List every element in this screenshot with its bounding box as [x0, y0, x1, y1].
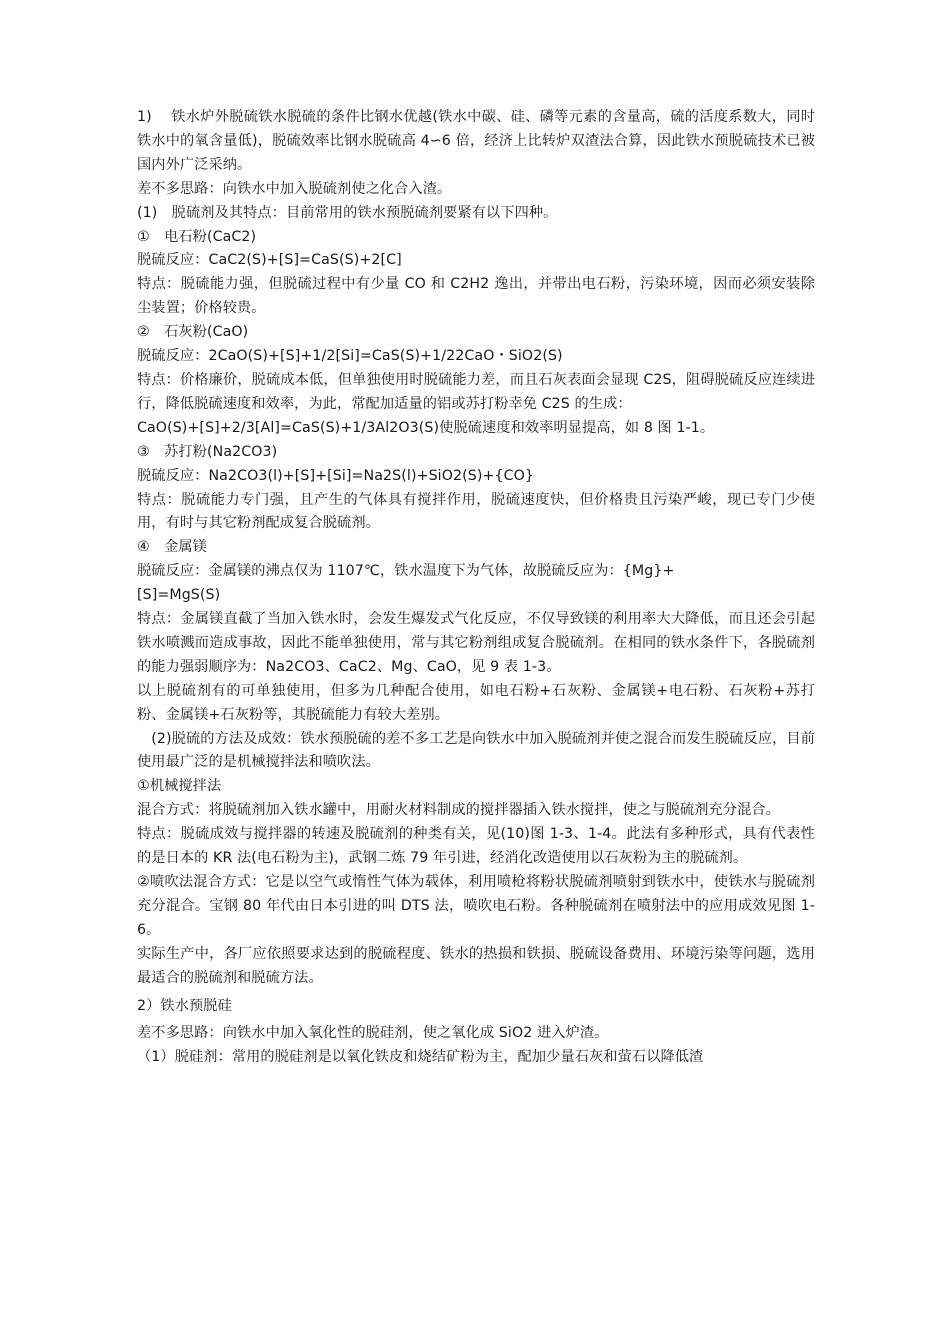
paragraph-magnesium-heading: ④ 金属镁: [137, 539, 207, 556]
paragraph-desiliconization-heading: 2）铁水预脱硅: [137, 997, 232, 1014]
paragraph-calcium-carbide-reaction: 脱硫反应：CaC2(S)+[S]=CaS(S)+2[C]: [137, 252, 402, 269]
paragraph-intro: 1) 铁水炉外脱硫铁水脱硫的条件比钢水优越(铁水中碳、硅、磷等元素的含量高，硫的活度系数大，同时铁水中的氧含量低)，脱硫效率比钢水脱硫高 4∽6 倍，经济上比转炉双渣法合算，因此铁水预脱硫技术已被国内外广泛采纳。: [137, 109, 815, 173]
paragraph-lime-features: 特点：价格廉价，脱硫成本低，但单独使用时脱硫能力差，而且石灰表面会显现 C2S，阻碍脱硫反应连续进行，降低脱硫速度和效率，为此，常配加适量的铝或苏打粉幸免 C2S 的生成：: [137, 371, 815, 412]
paragraph-desiliconizer: （1）脱硅剂：常用的脱硅剂是以氧化铁皮和烧结矿粉为主，配加少量石灰和萤石以降低渣: [137, 1049, 704, 1066]
paragraph-soda-heading: ③ 苏打粉(Na2CO3): [137, 443, 278, 460]
document-body: [137, 106, 815, 1070]
paragraph-magnesium-reaction-cont: [S]=MgS(S): [137, 587, 221, 604]
paragraph-injection-method: ②喷吹法混合方式：它是以空气或惰性气体为载体，利用喷枪将粉状脱硫剂喷射到铁水中，使铁水与脱硫剂充分混合。宝钢 80 年代由日本引进的叫 DTS 法，喷吹电石粉。各种脱硫剂在喷射法中的应用成效见图 1-6。: [137, 874, 815, 938]
paragraph-magnesium-features: 特点：金属镁直截了当加入铁水时，会发生爆发式气化反应，不仅导致镁的利用率大大降低，而且还会引起铁水喷溅而造成事故，因此不能单独使用，常与其它粉剂组成复合脱硫剂。在相同的铁水条件下，各脱硫剂的能力强弱顺序为：Na2CO3、CaC2、Mg、CaO，见 9 表 1-3。: [137, 611, 815, 675]
paragraph-lime-heading: ② 石灰粉(CaO): [137, 324, 249, 341]
paragraph-practical-production: 实际生产中，各厂应依照要求达到的脱硫程度、铁水的热损和铁损、脱硫设备费用、环境污染等问题，选用最适合的脱硫剂和脱硫方法。: [137, 945, 815, 986]
paragraph-mechanical-stirring-heading: ①机械搅拌法: [137, 778, 222, 795]
paragraph-desiliconization-idea: 差不多思路：向铁水中加入氧化性的脱硅剂，使之氧化成 SiO2 进入炉渣。: [137, 1025, 609, 1042]
paragraph-soda-features: 特点：脱硫能力专门强，且产生的气体具有搅拌作用，脱硫速度快，但价格贵且污染严峻，现已专门少使用，有时与其它粉剂配成复合脱硫剂。: [137, 491, 815, 532]
paragraph-basic-idea: 差不多思路：向铁水中加入脱硫剂使之化合入渣。: [137, 180, 452, 197]
paragraph-magnesium-reaction: 脱硫反应：金属镁的沸点仅为 1107℃，铁水温度下为气体，故脱硫反应为：{Mg}+: [137, 563, 675, 580]
paragraph-section-methods: (2)脱硫的方法及成效：铁水预脱硫的差不多工艺是向铁水中加入脱硫剂并使之混合而发生脱硫反应，目前使用最广泛的是机械搅拌法和喷吹法。: [137, 730, 815, 771]
paragraph-calcium-carbide-features: 特点：脱硫能力强，但脱硫过程中有少量 CO 和 C2H2 逸出，并带出电石粉，污染环境，因而必须安装除尘装置；价格较贵。: [137, 276, 815, 317]
paragraph-section-desulfurizer: (1) 脱硫剂及其特点：目前常用的铁水预脱硫剂要紧有以下四种。: [137, 204, 558, 221]
paragraph-soda-reaction: 脱硫反应：Na2CO3(l)+[S]+[Si]=Na2S(l)+SiO2(S)+{CO}: [137, 467, 535, 484]
paragraph-calcium-carbide-heading: ① 电石粉(CaC2): [137, 228, 257, 245]
paragraph-lime-aluminum-reaction: CaO(S)+[S]+2/3[Al]=CaS(S)+1/3Al2O3(S)使脱硫速度和效率明显提高，如 8 图 1-1。: [137, 419, 715, 436]
paragraph-mechanical-stirring-features: 特点：脱硫成效与搅拌器的转速及脱硫剂的种类有关，见(10)图 1-3、1-4。此法有多种形式，具有代表性的是日本的 KR 法(电石粉为主)，武钢二炼 79 年引进，经消化改造使用以石灰粉为主的脱硫剂。: [137, 826, 815, 867]
paragraph-lime-reaction: 脱硫反应：2CaO(S)+[S]+1/2[Si]=CaS(S)+1/22CaO・SiO2(S): [137, 348, 563, 365]
paragraph-combination-use: 以上脱硫剂有的可单独使用，但多为几种配合使用，如电石粉+石灰粉、金属镁+电石粉、石灰粉+苏打粉、金属镁+石灰粉等，其脱硫能力有较大差别。: [137, 682, 815, 723]
paragraph-mechanical-stirring-mixing: 混合方式：将脱硫剂加入铁水罐中，用耐火材料制成的搅拌器插入铁水搅拌，使之与脱硫剂充分混合。: [137, 802, 780, 819]
